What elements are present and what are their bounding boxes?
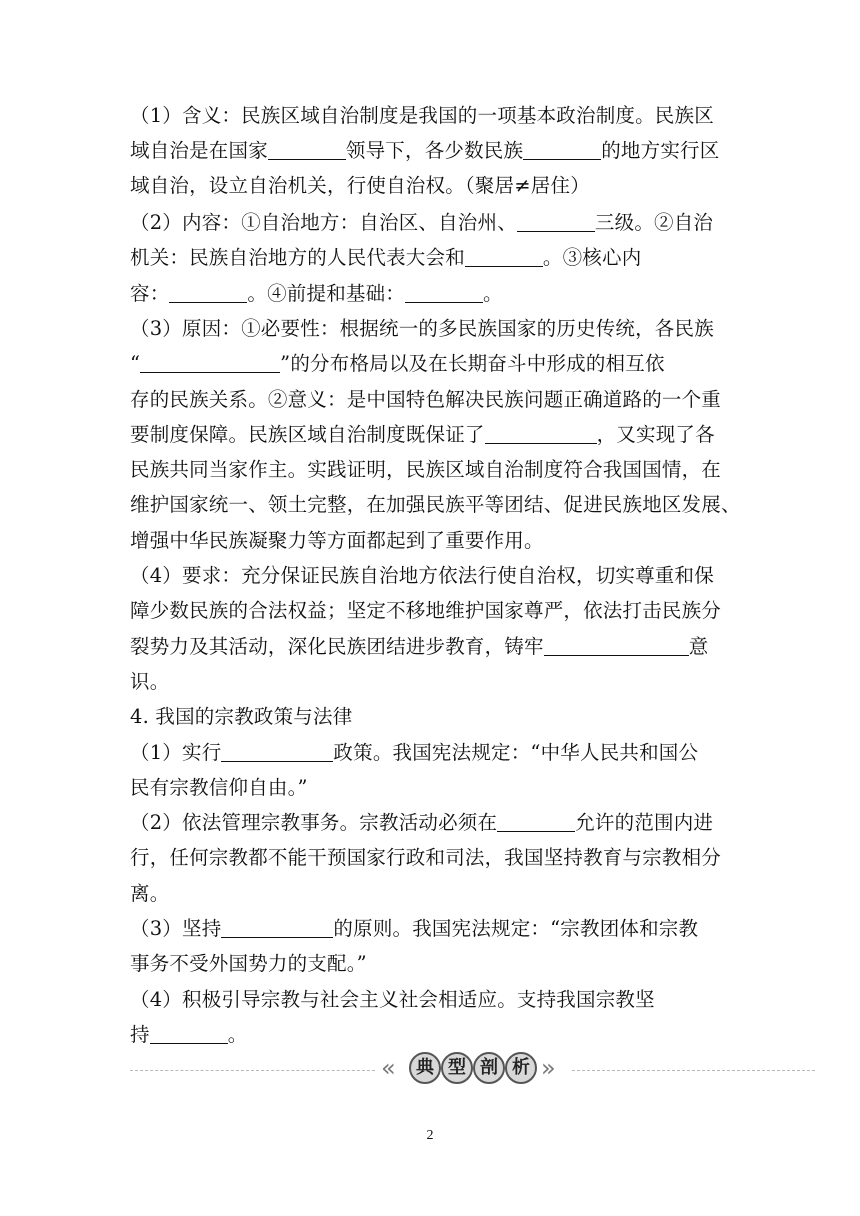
text: ，又实现了各 — [596, 423, 715, 446]
fill-blank[interactable] — [405, 280, 483, 303]
section-heading — [130, 700, 352, 734]
text: （3）原因：①必要性：根据统一的多民族国家的历史传统，各民族 — [130, 317, 714, 340]
text: 4. 我国的宗教政策与法律 — [130, 705, 353, 728]
text-line — [130, 594, 721, 628]
text: （2）依法管理宗教事务。宗教活动必须在 — [130, 811, 498, 834]
text: 机关：民族自治地方的人民代表大会和 — [130, 246, 465, 269]
text: 的地方实行区 — [601, 139, 720, 162]
text-line — [130, 99, 714, 133]
text: （4）积极引导宗教与社会主义社会相适应。支持我国宗教坚 — [130, 988, 655, 1011]
fill-blank[interactable] — [523, 137, 601, 160]
text: （2）内容：①自治地方：自治区、自治州、 — [130, 211, 517, 234]
text-line — [130, 418, 715, 452]
text: 三级。②自治 — [594, 211, 714, 234]
text-line — [130, 312, 714, 346]
banner-char: 剖 — [473, 1052, 505, 1084]
banner-char: 典 — [409, 1052, 441, 1084]
divider-right — [572, 1070, 815, 1071]
text-line — [130, 383, 721, 417]
text-line — [130, 347, 665, 381]
text-line — [130, 630, 708, 664]
text-line — [130, 912, 698, 946]
fill-blank[interactable] — [150, 1021, 228, 1044]
page-number: 2 — [426, 1128, 434, 1143]
banner-char: 型 — [441, 1052, 473, 1084]
fill-blank[interactable] — [465, 244, 543, 267]
text: 的原则。我国宪法规定：“宗教团体和宗教 — [333, 917, 699, 940]
text: 民族共同当家作主。实践证明，民族区域自治制度符合我国国情，在 — [130, 458, 722, 481]
fill-blank[interactable] — [517, 209, 595, 232]
text: （1）含义：民族区域自治制度是我国的一项基本政治制度。民族区 — [130, 104, 714, 127]
text-line — [130, 983, 655, 1017]
text-line — [130, 947, 367, 981]
text-line — [130, 134, 719, 168]
text: 增强中华民族凝聚力等方面都起到了重要作用。 — [130, 529, 544, 552]
text: （3）坚持 — [130, 917, 222, 940]
fill-blank[interactable] — [221, 739, 333, 762]
text: 维护国家统一、领土完整，在加强民族平等团结、促进民族地区发展、 — [130, 493, 741, 516]
text-line — [130, 665, 169, 699]
text: （4）要求：充分保证民族自治地方依法行使自治权，切实尊重和保 — [130, 564, 714, 587]
text: 容： — [130, 282, 170, 305]
text: 政策。我国宪法规定：“中华人民共和国公 — [333, 741, 699, 764]
text: 。 — [227, 1023, 248, 1046]
fill-blank[interactable] — [544, 633, 689, 656]
text-line — [130, 206, 713, 240]
text: 要制度保障。民族区域自治制度既保证了 — [130, 423, 485, 446]
section-banner — [377, 1050, 569, 1092]
text: 意 — [688, 635, 709, 658]
text: 存的民族关系。②意义：是中国特色解决民族问题正确道路的一个重 — [130, 388, 722, 411]
text: 领导下，各少数民族 — [345, 139, 524, 162]
text: 域自治，设立自治机关，行使自治权。（聚居≠居住） — [130, 174, 590, 197]
fill-blank[interactable] — [268, 137, 346, 160]
fill-blank[interactable] — [140, 350, 280, 373]
text-line — [130, 241, 641, 275]
text: 持 — [130, 1023, 150, 1046]
text-line — [130, 277, 503, 311]
text: 。 — [483, 282, 503, 305]
text: 。④前提和基础： — [247, 282, 406, 305]
double-chevron-left-icon: « — [381, 1054, 396, 1082]
text-line — [130, 453, 721, 487]
fill-blank[interactable] — [221, 915, 333, 938]
text: 裂势力及其活动，深化民族团结进步教育，铸牢 — [130, 635, 544, 658]
text-line — [130, 1018, 247, 1052]
fill-blank[interactable] — [485, 421, 597, 444]
text: 行，任何宗教都不能干预国家行政和司法，我国坚持教育与宗教相分 — [130, 846, 722, 869]
text: （1）实行 — [130, 741, 222, 764]
text-line — [130, 559, 714, 593]
text-line — [130, 736, 698, 770]
fill-blank[interactable] — [497, 809, 575, 832]
text: 障少数民族的合法权益；坚定不移地维护国家尊严，依法打击民族分 — [130, 599, 722, 622]
text-line — [130, 488, 741, 522]
text-line — [130, 806, 713, 840]
text: 域自治是在国家 — [130, 139, 268, 162]
text-line — [130, 841, 721, 875]
text-line — [130, 169, 590, 203]
text-line — [130, 524, 544, 558]
fill-blank[interactable] — [169, 280, 247, 303]
banner-char: 析 — [505, 1052, 537, 1084]
text: 识。 — [130, 670, 170, 693]
text: 允许的范围内进 — [575, 811, 714, 834]
text: ”的分布格局以及在长期奋斗中形成的相互依 — [280, 352, 665, 375]
text-line — [130, 877, 169, 911]
text: 民有宗教信仰自由。” — [130, 776, 308, 799]
text: 。③核心内 — [542, 246, 642, 269]
divider-left — [130, 1070, 375, 1071]
text: 离。 — [130, 882, 170, 905]
text: 事务不受外国势力的支配。” — [130, 952, 367, 975]
text-line — [130, 771, 308, 805]
double-chevron-right-icon: » — [541, 1054, 556, 1082]
text: “ — [130, 352, 141, 375]
